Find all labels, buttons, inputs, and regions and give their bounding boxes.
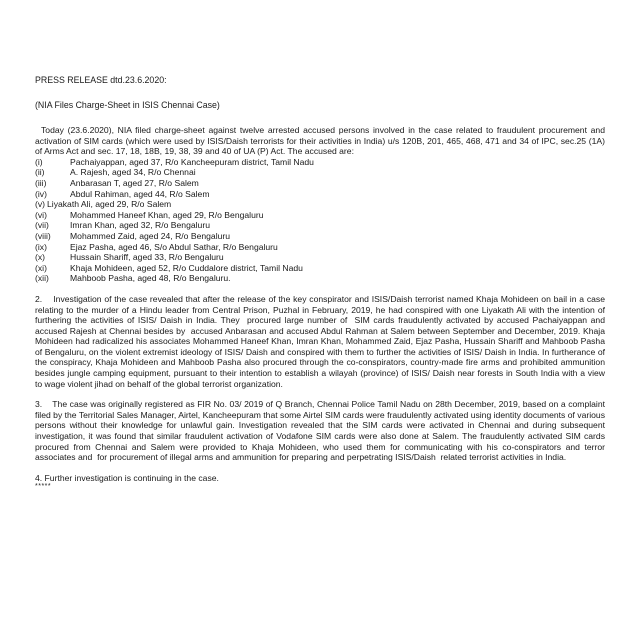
accused-details: Liyakath Ali, aged 29, R/o Salem (47, 199, 172, 210)
accused-number: (iv) (35, 188, 47, 199)
accused-number: (viii) (35, 230, 51, 241)
accused-list-item (35, 178, 605, 189)
accused-list-item (35, 242, 605, 253)
accused-details: Abdul Rahiman, aged 44, R/o Salem (70, 188, 210, 199)
accused-number: (vi) (35, 209, 47, 220)
accused-list (35, 157, 605, 284)
intro-paragraph: Today (23.6.2020), NIA filed charge-sheet against twelve arrested accused persons involved in the case related to fraudulent procurement and activation of SIM cards (which were used by ISIS/Daish terrorists for their activities in India) u/s 120B, 201, 465, 468, 471 and 34 of IPC, sec.25 (1A) of Arms Act and sec. 17, 18, 18B, 19, 38, 39 and 40 of UA (P) Act. The accused are: (35, 125, 605, 157)
paragraph-3: 3. The case was originally registered as FIR No. 03/ 2019 of Q Branch, Chennai Police Tamil Nadu on 28th December, 2019, based on a complaint filed by the Territorial Sales Manager, Airtel, Kancheepuram that some Airtel SIM cards were fraudulently activated using identity documents of various persons without their knowledge for unlawful gain. Investigation revealed that the SIM cards were activated in Chennai and during subsequent investigation, it was found that similar fraudulent activation of Vodafone SIM cards were also done at Salem. The fraudulently activated SIM cards procured from Chennai and Salem were provided to Khaja Mohideen, who used them for communicating with his co-conspirators and terror associates and for procurement of illegal arms and ammunition for preparing and perpetrating ISIS/Daish related terrorist activities in India. (35, 399, 608, 463)
press-release-title: PRESS RELEASE dtd.23.6.2020: (35, 75, 167, 85)
accused-details: Hussain Shariff, aged 33, R/o Bengaluru (70, 252, 224, 263)
accused-list-item (35, 231, 605, 242)
accused-number: (ix) (35, 241, 47, 252)
accused-list-item (35, 210, 605, 221)
accused-details: Ejaz Pasha, aged 46, S/o Abdul Sathar, R/o Bengaluru (70, 241, 278, 252)
accused-list-item (35, 220, 605, 231)
accused-details: Pachaiyappan, aged 37, R/o Kancheepuram district, Tamil Nadu (70, 156, 314, 167)
accused-number: (xi) (35, 262, 47, 273)
press-release-subtitle: (NIA Files Charge-Sheet in ISIS Chennai Case) (35, 100, 220, 110)
accused-number: (vii) (35, 220, 49, 231)
accused-details: A. Rajesh, aged 34, R/o Chennai (70, 167, 196, 178)
accused-details: Mohammed Haneef Khan, aged 29, R/o Bengaluru (70, 209, 264, 220)
paragraph-4: 4. Further investigation is continuing in the case. (35, 472, 219, 483)
accused-details: Anbarasan T, aged 27, R/o Salem (70, 177, 199, 188)
press-release-page (35, 75, 608, 491)
accused-list-item (35, 189, 605, 200)
accused-number: (x) (35, 252, 46, 263)
accused-number: (v) (35, 199, 46, 210)
accused-details: Khaja Mohideen, aged 52, R/o Cuddalore district, Tamil Nadu (70, 262, 303, 273)
accused-list-item (35, 199, 605, 210)
accused-number: (xii) (35, 273, 49, 284)
accused-list-item (35, 252, 605, 263)
accused-details: Mahboob Pasha, aged 48, R/o Bengaluru. (70, 273, 231, 284)
accused-number: (iii) (35, 177, 47, 188)
paragraph-2: 2. Investigation of the case revealed that after the release of the key conspirator and ISIS/Daish terrorist named Khaja Mohideen on bail in a case relating to the murder of a Hindu leader from Central Prison, Puzhal in February, 2019, he had conspired with one Liyakath Ali with the intention of furthering the activities of ISIS/ Daish in India. They procured large number of SIM cards fraudulently activated by accused Pachaiyappan and accused Rajesh at Chennai besides by accused Anbarasan and accused Abdul Rahman at Salem between September and December, 2019. Khaja Mohideen had radicalized his associates Mohammed Haneef Khan, Imran Khan, Mohammed Zaid, Ejaz Pasha, Hussain Shariff and Mahboob Pasha of Bengaluru, on the violent extremist ideology of ISIS/ Daish and conspired with them to further the activities of ISIS/ Daish in India. In furtherance of the conspiracy, Khaja Mohideen and Mahboob Pasha also procured through the co-conspirators, country-made fire arms and prohibited ammunition besides jungle camping equipment, pursuant to their intention to establish a wilayah (province) of ISIS/ Daish near forests in South India with a view to wage violent jihad on behalf of the global terrorist organization. (35, 293, 608, 389)
end-mark: ***** (35, 483, 52, 491)
accused-number: (i) (35, 156, 43, 167)
accused-list-item (35, 273, 605, 284)
accused-list-item (35, 157, 605, 168)
accused-details: Imran Khan, aged 32, R/o Bengaluru (70, 220, 210, 231)
accused-details: Mohammed Zaid, aged 24, R/o Bengaluru (70, 230, 231, 241)
accused-list-item (35, 263, 605, 274)
accused-number: (ii) (35, 167, 45, 178)
accused-list-item (35, 167, 605, 178)
